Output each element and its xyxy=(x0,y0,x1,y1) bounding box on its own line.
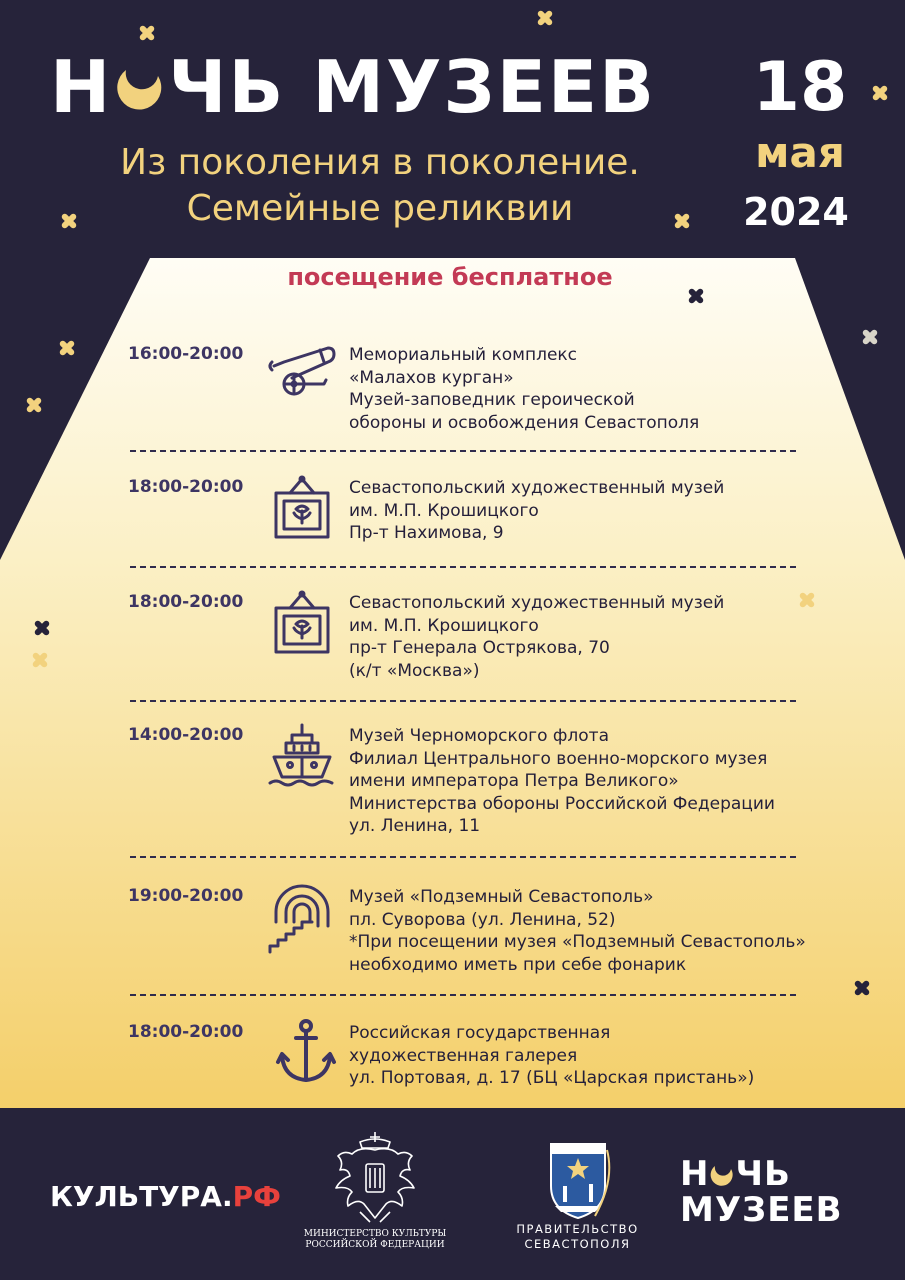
gov-line-1: ПРАВИТЕЛЬСТВО xyxy=(516,1222,639,1236)
double-headed-eagle-emblem-icon xyxy=(330,1128,420,1226)
event-time: 18:00-20:00 xyxy=(128,592,244,612)
description-line: ул. Ленина, 11 xyxy=(349,816,481,836)
dashed-divider xyxy=(130,566,796,568)
description-line: Филиал Центрального военно-морского музея xyxy=(349,748,768,769)
event-time: 19:00-20:00 xyxy=(128,886,244,906)
free-entry-banner: посещение бесплатное xyxy=(287,263,613,291)
event-description xyxy=(349,725,775,838)
crescent-moon-o-icon xyxy=(709,1160,735,1188)
description-line: Министерства обороны Российской Федерации xyxy=(349,793,775,814)
title-part-2: ЧЬ МУЗЕЕВ xyxy=(168,45,656,129)
event-subtitle xyxy=(0,140,760,232)
description-line: необходимо иметь при себе фонарик xyxy=(349,954,687,975)
description-line: им. М.П. Крошицкого xyxy=(349,615,539,636)
event-description xyxy=(349,592,724,682)
framed-painting-icon xyxy=(266,588,338,660)
description-line: Пр-т Нахимова, 9 xyxy=(349,523,504,543)
description-line: Музей «Подземный Севастополь» xyxy=(349,887,654,907)
crescent-moon-o-icon xyxy=(112,58,168,116)
subtitle-line-1: Из поколения в поколение. xyxy=(120,142,640,183)
description-line: Музей Черноморского флота xyxy=(349,726,609,746)
kultura-rf-logo[interactable] xyxy=(50,1180,281,1213)
anchor-icon xyxy=(266,1018,338,1090)
tunnel-stairs-icon xyxy=(266,882,338,954)
logo-line-1 xyxy=(680,1156,843,1192)
event-time: 14:00-20:00 xyxy=(128,725,244,745)
subtitle-line-2: Семейные реликвии xyxy=(186,188,574,229)
kultura-logo-rf: РФ xyxy=(232,1180,281,1213)
dashed-divider xyxy=(130,450,796,452)
gov-line-2: СЕВАСТОПОЛЯ xyxy=(524,1237,631,1251)
date-year: 2024 xyxy=(743,190,849,234)
dashed-divider xyxy=(130,994,796,996)
event-time: 18:00-20:00 xyxy=(128,477,244,497)
description-line: обороны и освобождения Севастополя xyxy=(349,412,700,433)
description-line: пл. Суворова (ул. Ленина, 52) xyxy=(349,909,616,930)
event-time: 18:00-20:00 xyxy=(128,1022,244,1042)
ministry-of-culture-label xyxy=(290,1229,460,1251)
description-line: имени императора Петра Великого» xyxy=(349,771,679,791)
description-line: пр-т Генерала Острякова, 70 xyxy=(349,638,610,658)
event-time: 16:00-20:00 xyxy=(128,344,244,364)
logo-part-1: Н xyxy=(680,1154,710,1194)
museum-night-logo[interactable] xyxy=(680,1156,843,1228)
description-line: (к/т «Москва») xyxy=(349,660,480,681)
kultura-logo-main: КУЛЬТУРА. xyxy=(50,1180,233,1213)
event-description xyxy=(349,344,699,434)
description-line: ул. Портовая, д. 17 (БЦ «Царская пристань») xyxy=(349,1068,755,1088)
title-part-1: Н xyxy=(50,45,113,129)
sevastopol-coat-of-arms-icon xyxy=(545,1140,611,1220)
logo-part-2: ЧЬ xyxy=(735,1154,791,1194)
event-description xyxy=(349,1022,754,1090)
framed-painting-icon xyxy=(266,473,338,545)
event-description xyxy=(349,886,806,976)
description-line: *При посещении музея «Подземный Севастополь» xyxy=(349,932,806,952)
date-day: 18 xyxy=(752,48,848,127)
sevastopol-government-label xyxy=(500,1222,655,1252)
description-line: художественная галерея xyxy=(349,1045,578,1066)
ministry-line-2: РОССИЙСКОЙ ФЕДЕРАЦИИ xyxy=(305,1240,445,1250)
description-line: Севастопольский художественный музей xyxy=(349,478,725,498)
logo-line-2: МУЗЕЕВ xyxy=(680,1190,843,1230)
dashed-divider xyxy=(130,700,796,702)
ship-icon xyxy=(266,721,338,793)
cannon-icon xyxy=(266,340,338,412)
description-line: «Малахов курган» xyxy=(349,367,514,388)
event-description xyxy=(349,477,724,545)
event-title xyxy=(50,42,656,132)
description-line: Российская государственная xyxy=(349,1023,611,1043)
description-line: им. М.П. Крошицкого xyxy=(349,500,539,521)
dashed-divider xyxy=(130,856,796,858)
description-line: Севастопольский художественный музей xyxy=(349,593,725,613)
ministry-line-1: МИНИСТЕРСТВО КУЛЬТУРЫ xyxy=(303,1229,447,1239)
description-line: Мемориальный комплекс xyxy=(349,345,578,365)
description-line: Музей-заповедник героической xyxy=(349,390,635,410)
date-month: мая xyxy=(755,128,845,177)
